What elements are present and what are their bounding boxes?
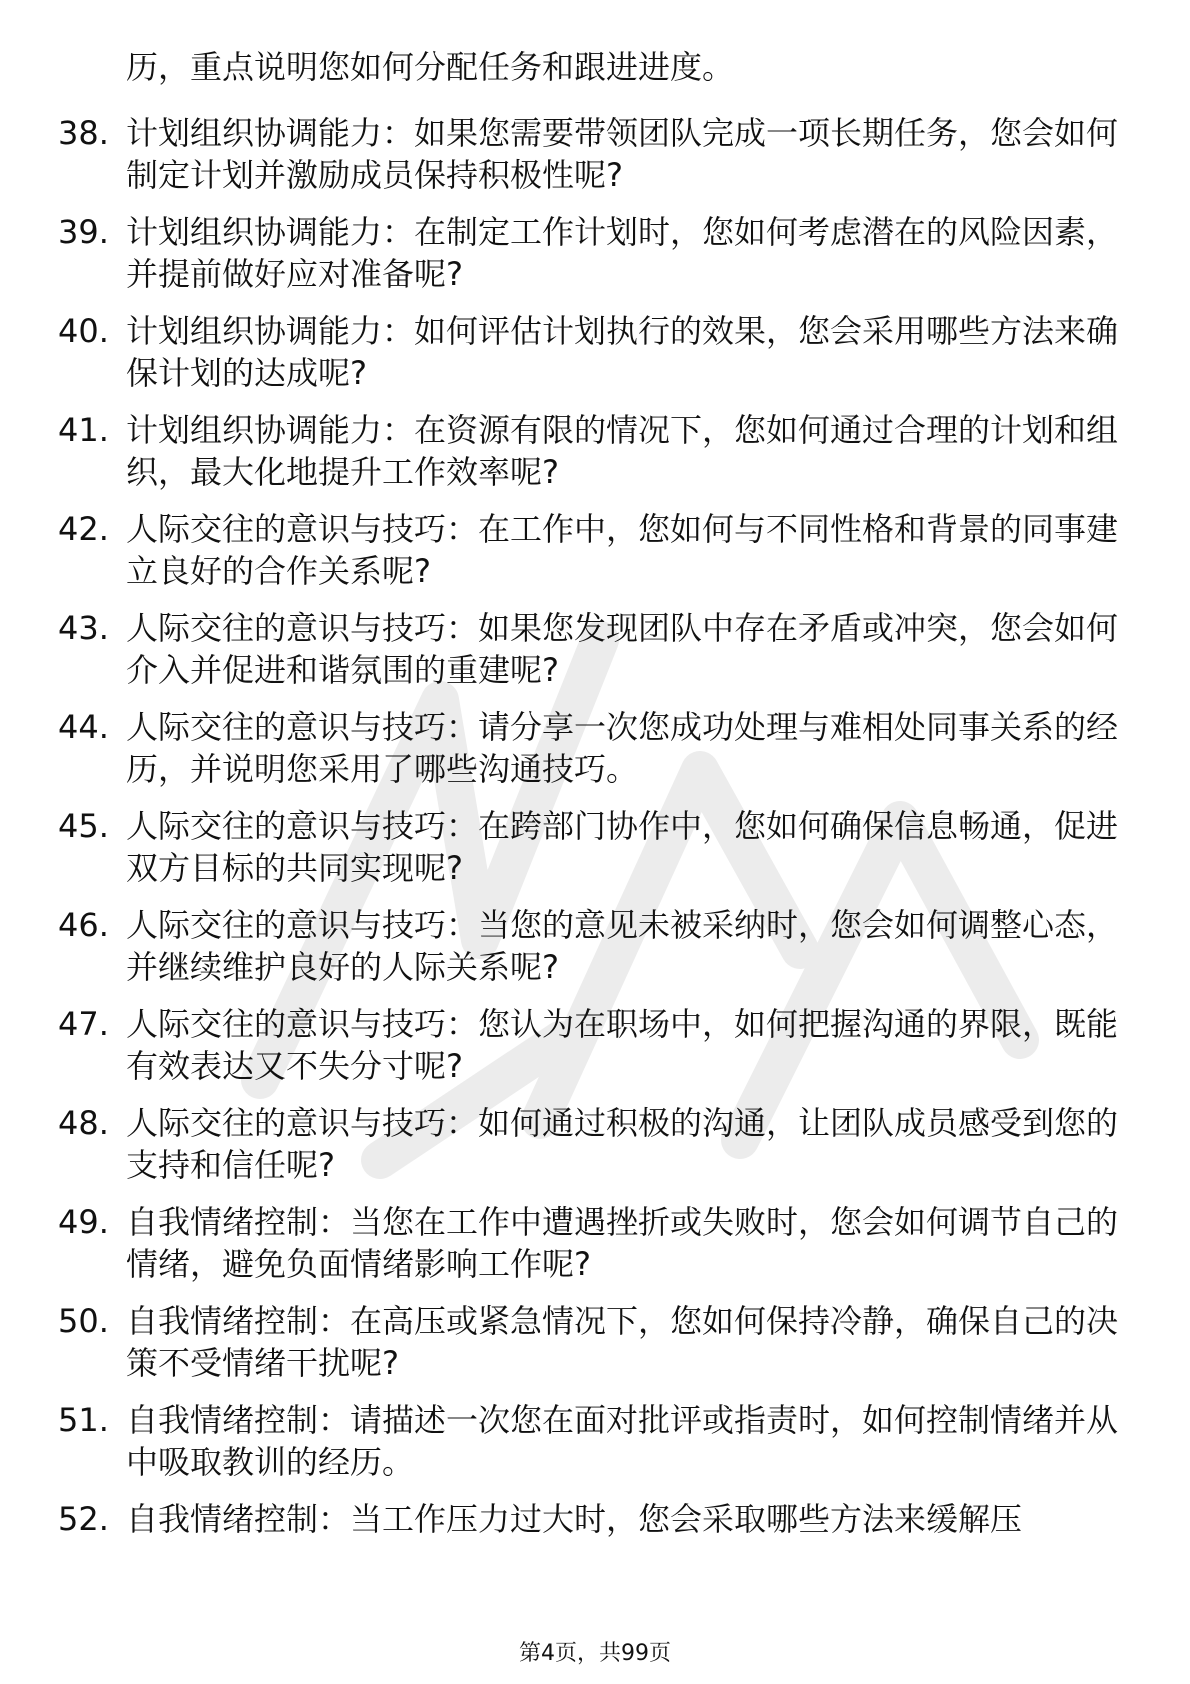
question-item bbox=[58, 904, 1118, 988]
question-item bbox=[58, 805, 1118, 889]
question-number: 38. bbox=[58, 114, 109, 152]
question-text: 人际交往的意识与技巧：您认为在职场中，如何把握沟通的界限，既能有效表达又不失分寸呢? bbox=[126, 1005, 1119, 1085]
question-text: 自我情绪控制：在高压或紧急情况下，您如何保持冷静，确保自己的决策不受情绪干扰呢? bbox=[126, 1302, 1119, 1382]
question-text: 计划组织协调能力：在资源有限的情况下，您如何通过合理的计划和组织，最大化地提升工作效率呢? bbox=[126, 411, 1119, 491]
question-item bbox=[58, 607, 1118, 691]
question-item bbox=[58, 409, 1118, 493]
question-text: 人际交往的意识与技巧：当您的意见未被采纳时，您会如何调整心态，并继续维护良好的人际关系呢? bbox=[126, 906, 1119, 986]
page-footer bbox=[0, 1640, 1190, 1668]
page-number-label: 第4页，共99页 bbox=[519, 1641, 671, 1666]
question-item bbox=[58, 112, 1118, 196]
question-content bbox=[58, 46, 1118, 1555]
question-text: 人际交往的意识与技巧：如果您发现团队中存在矛盾或冲突，您会如何介入并促进和谐氛围的重建呢? bbox=[126, 609, 1119, 689]
question-text: 人际交往的意识与技巧：在跨部门协作中，您如何确保信息畅通，促进双方目标的共同实现呢? bbox=[126, 807, 1119, 887]
question-list bbox=[58, 112, 1118, 1540]
question-text: 计划组织协调能力：如何评估计划执行的效果，您会采用哪些方法来确保计划的达成呢? bbox=[126, 312, 1119, 392]
question-number: 45. bbox=[58, 807, 109, 845]
question-item bbox=[58, 1498, 1118, 1540]
continuation-text: 历，重点说明您如何分配任务和跟进进度。 bbox=[126, 48, 735, 86]
question-number: 44. bbox=[58, 708, 109, 746]
question-number: 50. bbox=[58, 1302, 109, 1340]
question-item bbox=[58, 310, 1118, 394]
question-item bbox=[58, 1003, 1118, 1087]
question-text: 自我情绪控制：当您在工作中遭遇挫折或失败时，您会如何调节自己的情绪，避免负面情绪影响工作呢? bbox=[126, 1203, 1119, 1283]
question-text: 计划组织协调能力：如果您需要带领团队完成一项长期任务，您会如何制定计划并激励成员保持积极性呢? bbox=[126, 114, 1119, 194]
question-number: 41. bbox=[58, 411, 109, 449]
question-text: 计划组织协调能力：在制定工作计划时，您如何考虑潜在的风险因素，并提前做好应对准备呢? bbox=[126, 213, 1119, 293]
question-number: 40. bbox=[58, 312, 109, 350]
question-number: 51. bbox=[58, 1401, 109, 1439]
question-text: 自我情绪控制：当工作压力过大时，您会采取哪些方法来缓解压 bbox=[126, 1500, 1023, 1538]
question-number: 46. bbox=[58, 906, 109, 944]
question-item bbox=[58, 211, 1118, 295]
question-number: 43. bbox=[58, 609, 109, 647]
question-number: 52. bbox=[58, 1500, 109, 1538]
question-number: 47. bbox=[58, 1005, 109, 1043]
question-item bbox=[58, 706, 1118, 790]
question-text: 人际交往的意识与技巧：在工作中，您如何与不同性格和背景的同事建立良好的合作关系呢? bbox=[126, 510, 1119, 590]
question-number: 49. bbox=[58, 1203, 109, 1241]
question-item bbox=[58, 1201, 1118, 1285]
question-text: 人际交往的意识与技巧：如何通过积极的沟通，让团队成员感受到您的支持和信任呢? bbox=[126, 1104, 1119, 1184]
question-item bbox=[58, 1300, 1118, 1384]
question-text: 自我情绪控制：请描述一次您在面对批评或指责时，如何控制情绪并从中吸取教训的经历。 bbox=[126, 1401, 1119, 1481]
question-item bbox=[58, 508, 1118, 592]
question-number: 42. bbox=[58, 510, 109, 548]
question-item bbox=[58, 1102, 1118, 1186]
question-number: 48. bbox=[58, 1104, 109, 1142]
question-item bbox=[58, 1399, 1118, 1483]
question-number: 39. bbox=[58, 213, 109, 251]
question-text: 人际交往的意识与技巧：请分享一次您成功处理与难相处同事关系的经历，并说明您采用了哪些沟通技巧。 bbox=[126, 708, 1119, 788]
